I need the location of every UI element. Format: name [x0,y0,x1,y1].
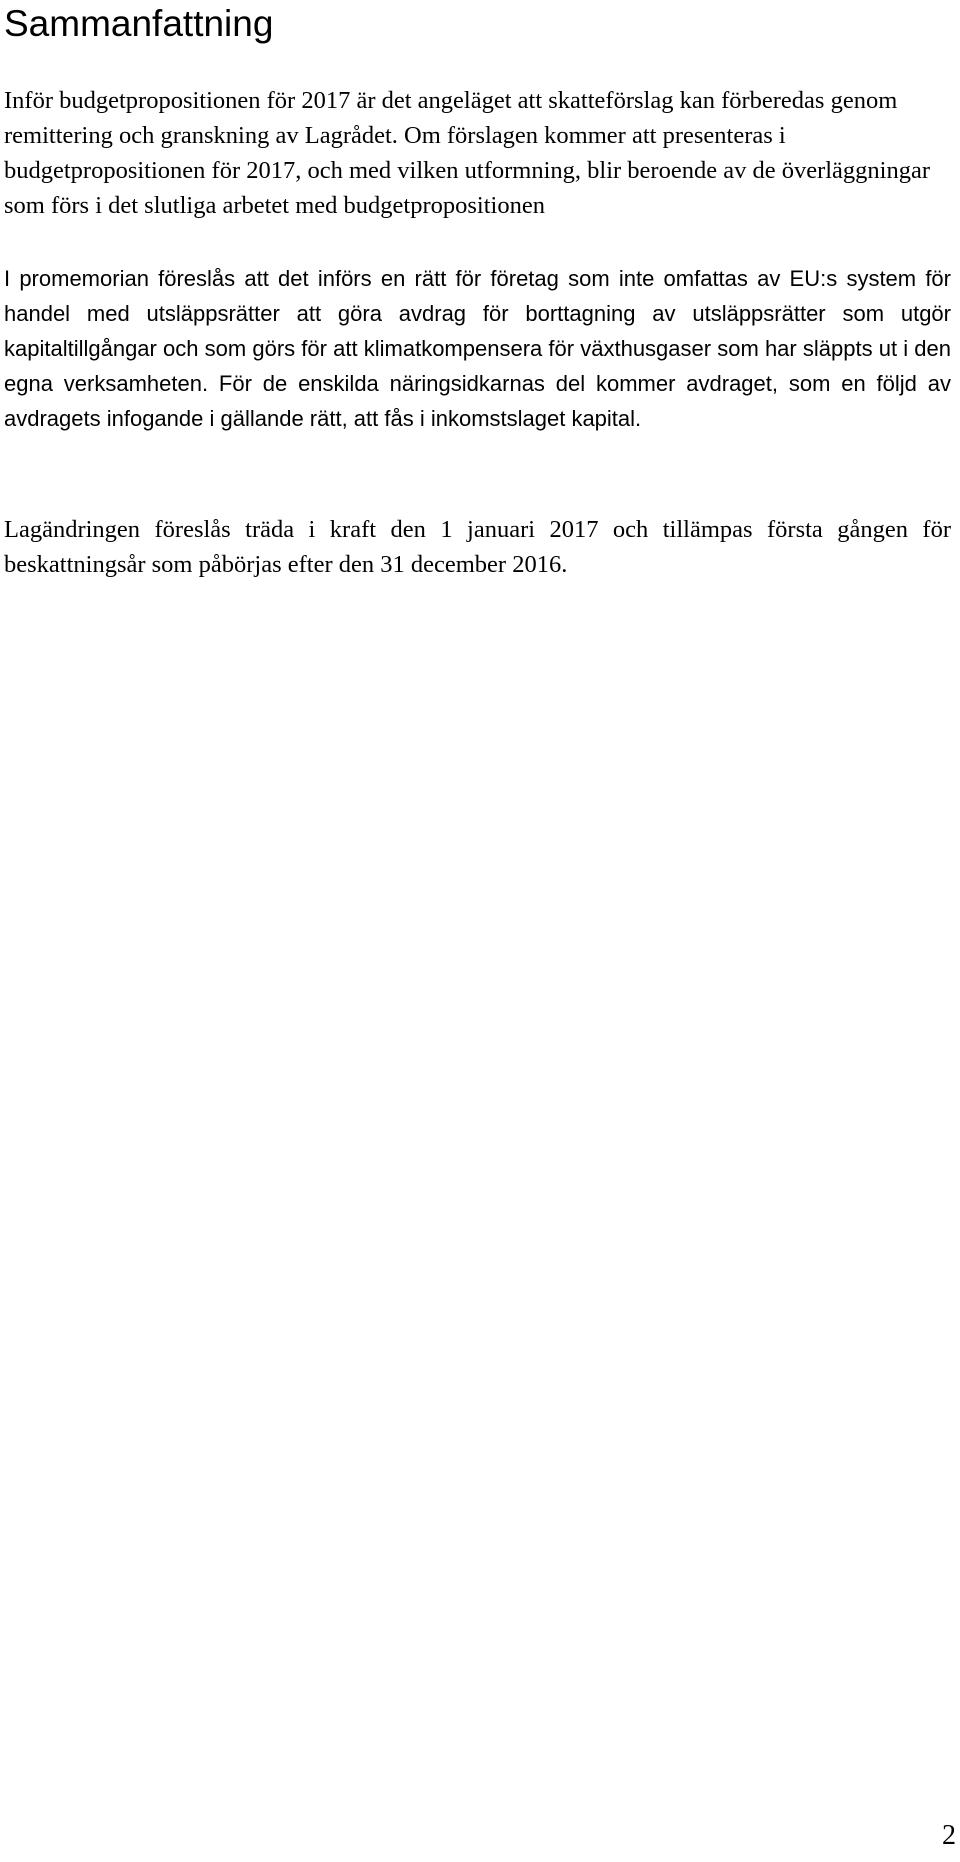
paragraph-proposal: I promemorian föreslås att det införs en rätt för företag som inte omfattas av EU:s system för handel med utsläppsrätter att göra avdrag för borttagning av utsläppsrätter som utgör kapitaltillgångar och som görs för att klimatkompensera för växthusgaser som har släppts ut i den egna verksamheten. För de enskilda näringsidkarnas del kommer avdraget, som en följd av avdragets infogande i gällande rätt, att fås i inkomstslaget kapital. [4,266,951,431]
paragraph-intro: Inför budgetpropositionen för 2017 är det angeläget att skatteförslag kan förberedas genom remittering och granskning av Lagrådet. Om förslagen kommer att presenteras i budgetpropositionen för 2017, och med vilken utformning, blir beroende av de överläggningar som förs i det slutliga arbetet med budgetpropositionen [4,87,930,219]
section-heading: Sammanfattning [4,3,274,44]
page-number: 2 [942,1820,956,1851]
paragraph-effective-date: Lagändringen föreslås träda i kraft den 1 januari 2017 och tillämpas första gången för beskattningsår som påbörjas efter den 31 december 2016. [4,516,951,578]
